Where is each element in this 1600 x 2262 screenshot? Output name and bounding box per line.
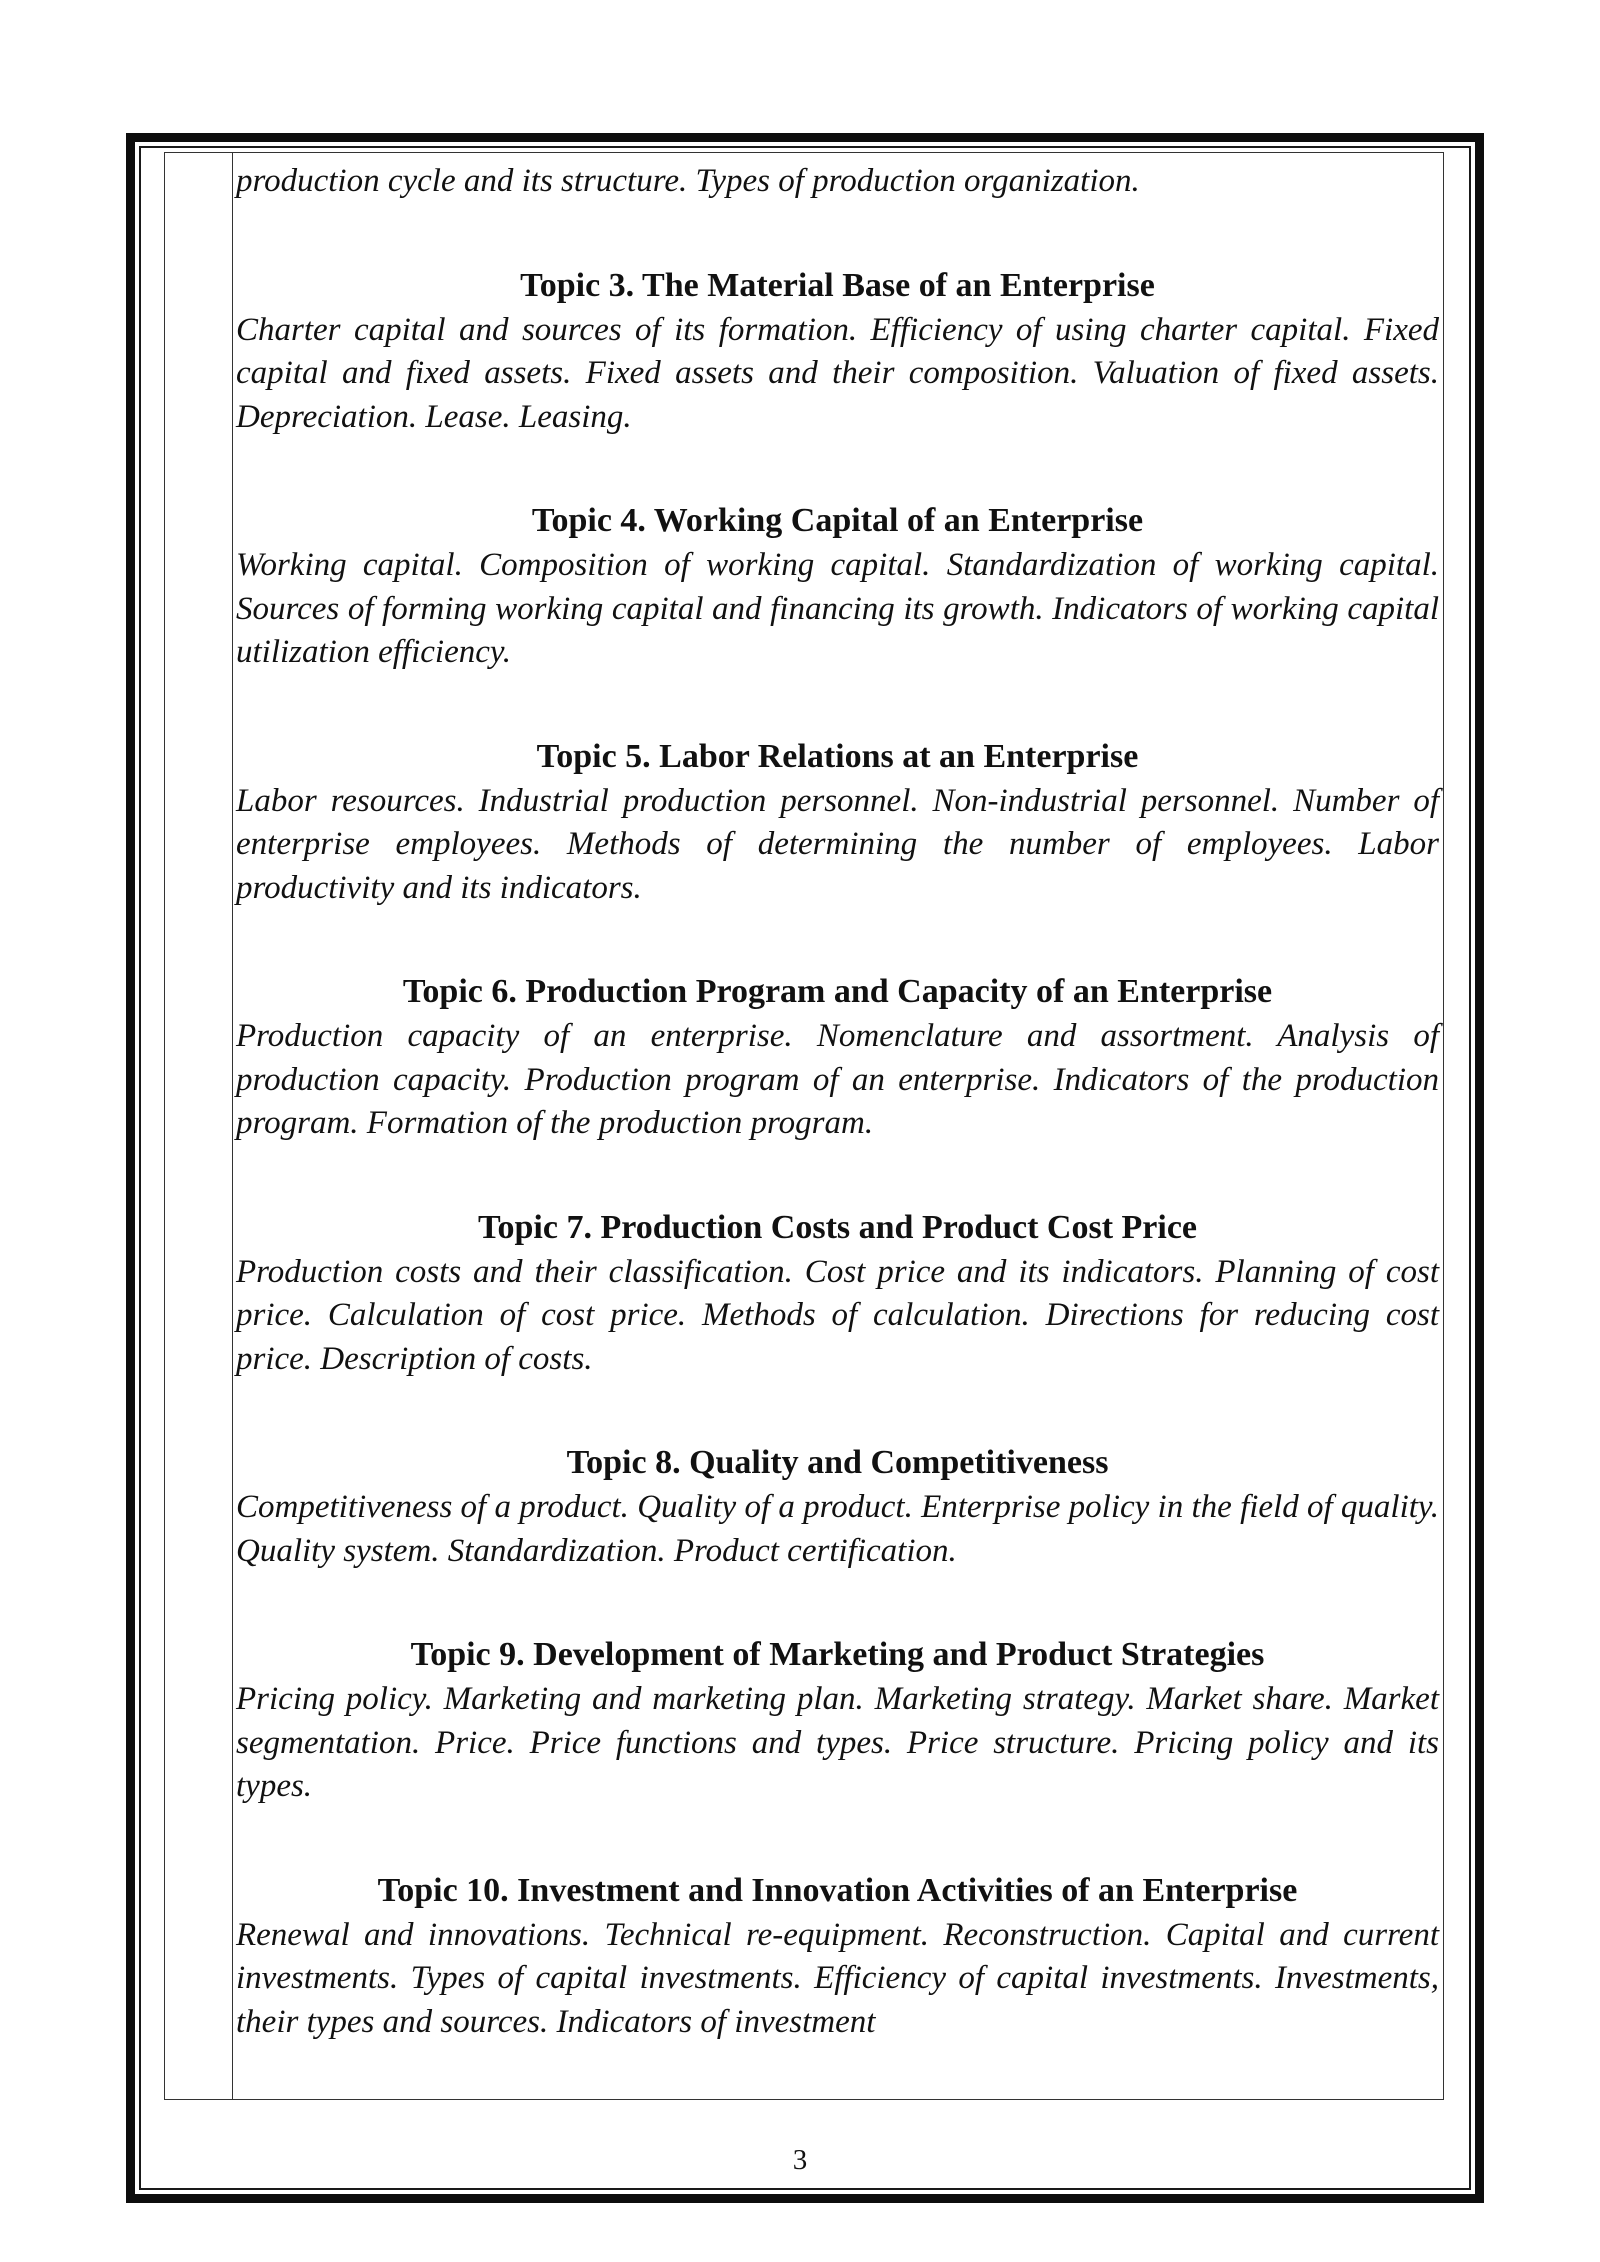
topic-title: Topic 6. Production Program and Capacity of an Enterprise [402,973,1273,1010]
page-number: 3 [792,2144,808,2176]
topic-title: Topic 7. Production Costs and Product Cost Price [477,1208,1198,1246]
topic-body: Competitiveness of a product. Quality of a product. Enterprise policy in the field of quality. Quality system. Standardization. Product certification. [236,1489,1439,1569]
topic-title: Topic 9. Development of Marketing and Product Strategies [410,1636,1265,1673]
topic-body: Renewal and innovations. Technical re-equipment. Reconstruction. Capital and current investments. Types of capital investments. Efficiency of capital investments. Investments, their types and sources. Indicators of investment [236,1916,1439,2040]
topic-title: Topic 10. Investment and Innovation Activities of an Enterprise [377,1871,1298,1909]
topic-title: Topic 8. Quality and Competitiveness [566,1444,1109,1481]
topic-body: Production capacity of an enterprise. Nomenclature and assortment. Analysis of production capacity. Production program of an enterprise. Indicators of the production program. Formation of the production program. [236,1018,1439,1141]
topic-section [236,498,1439,675]
topic-body: Production costs and their classification. Cost price and its indicators. Planning of cost price. Calculation of cost price. Methods of calculation. Directions for reducing cost price. Description of costs. [236,1253,1439,1377]
topic-section [236,1440,1439,1573]
topic-section [236,969,1439,1146]
topic-title: Topic 3. The Material Base of an Enterprise [520,266,1155,304]
topic-body: Working capital. Composition of working capital. Standardization of working capital. Sources of forming working capital and financing its growth. Indicators of working capital utilization efficiency. [236,547,1439,670]
topic-section [236,1205,1439,1382]
table-column-divider [232,152,233,2100]
topic-body: Charter capital and sources of its formation. Efficiency of using charter capital. Fixed capital and fixed assets. Fixed assets and their composition. Valuation of fixed assets. Depreciation. Lease. Leasing. [236,311,1439,435]
topic-title: Topic 5. Labor Relations at an Enterprise [536,737,1139,775]
topic-section [236,734,1439,911]
topic-body: Labor resources. Industrial production personnel. Non-industrial personnel. Number of enterprise employees. Methods of determining the number of employees. Labor productivity and its indicators. [236,782,1439,906]
topic-section [236,1868,1439,2045]
topic-section [236,263,1439,440]
topic-body: Pricing policy. Marketing and marketing plan. Marketing strategy. Market share. Market segmentation. Price. Price functions and types. Price structure. Pricing policy and its types. [236,1681,1439,1804]
topic-title: Topic 4. Working Capital of an Enterprise [531,502,1144,539]
intro-line: production cycle and its structure. Types of production organization. [236,163,1140,199]
text-column [236,160,1439,2044]
topic-section [236,1632,1439,1809]
